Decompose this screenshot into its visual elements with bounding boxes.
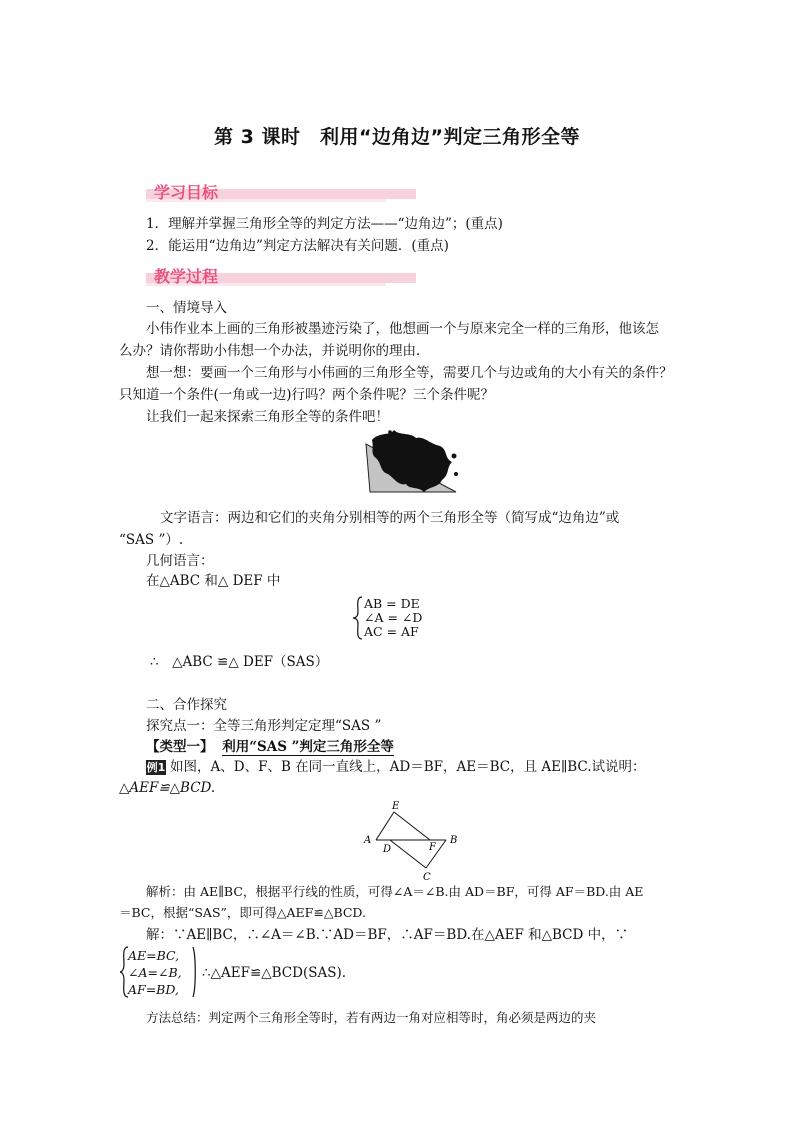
label-d: D xyxy=(383,844,392,855)
label-c: C xyxy=(423,872,431,882)
geometry-figure xyxy=(360,796,466,882)
label-b: B xyxy=(450,835,458,846)
page-title: 第 3 课时 利用“边角边”判定三角形全等 xyxy=(214,126,580,148)
geo-language-label: 几何语言： xyxy=(146,553,214,569)
solution-condition-1: AE=BC, xyxy=(128,948,180,963)
explore-heading: 二、合作探究 xyxy=(146,697,227,713)
solution-conclusion: ∴△AEF≌△BCD(SAS). xyxy=(202,965,347,981)
label-e: E xyxy=(392,801,400,812)
type-title-wrap xyxy=(222,737,394,757)
line-ef xyxy=(394,812,430,840)
type-title: 利用“SAS ”判定三角形全等 xyxy=(222,739,394,755)
type-heading xyxy=(146,737,394,757)
geo-in-text: 在△ABC 和△ DEF 中 xyxy=(146,573,281,589)
solution-condition-2: ∠A=∠B, xyxy=(128,965,182,980)
goals-banner xyxy=(146,180,426,208)
theorem-condition-2: ∠A = ∠D xyxy=(364,610,423,625)
left-brace-icon xyxy=(352,596,364,640)
analysis-line1: 解析：由 AE∥BC，根据平行线的性质，可得∠A＝∠B.由 AD＝BF，可得 AF＝BD.由 AE xyxy=(146,884,644,899)
intro-p2-line2: 只知道一个条件(一角或一边)行吗？两个条件呢？三个条件呢？ xyxy=(119,387,495,403)
method-summary: 方法总结：判定两个三角形全等时，若有两边一角对应相等时，角必须是两边的夹 xyxy=(146,1010,597,1025)
solution-condition-3: AF=BD, xyxy=(128,982,179,997)
process-banner-label: 教学过程 xyxy=(154,267,219,286)
solution-right-bracket-icon xyxy=(192,946,198,998)
example-badge: 例1 xyxy=(146,761,166,774)
theorem-condition-3: AC = AF xyxy=(364,624,419,639)
explore-point: 探究点一：全等三角形判定定理“SAS ” xyxy=(146,718,382,734)
solution-line1: 解：∵AE∥BC，∴∠A＝∠B.∵AD＝BF，∴AF＝BD.在△AEF 和△BCD 中，∵ xyxy=(146,927,629,943)
goals-banner-label: 学习目标 xyxy=(154,183,219,202)
intro-p1-line2: 么办？请你帮助小伟想一个办法，并说明你的理由． xyxy=(119,343,430,359)
goal-item-1: 1．理解并掌握三角形全等的判定方法——“边角边”；(重点) xyxy=(146,216,503,232)
label-a: A xyxy=(364,835,372,846)
line-dc xyxy=(390,840,426,868)
label-f: F xyxy=(429,842,436,853)
example-line1: 如图，A、D、F、B 在同一直线上，AD＝BF，AE＝BC，且 AE∥BC.试说明： xyxy=(170,759,646,775)
process-banner xyxy=(146,264,426,292)
analysis-line2: ＝BC，根据“SAS”，即可得△AEF≌△BCD. xyxy=(119,905,366,920)
goal-item-2: 2．能运用“边角边”判定方法解决有关问题．(重点) xyxy=(146,238,449,254)
intro-heading: 一、情境导入 xyxy=(146,300,227,316)
intro-p1-line1: 小伟作业本上画的三角形被墨迹污染了，他想画一个与原来完全一样的三角形，他该怎 xyxy=(146,321,659,337)
theorem-text-line1: 文字语言：两边和它们的夹角分别相等的两个三角形全等（简写成“边角边”或 xyxy=(160,510,620,526)
example-line2: △AEF≌△BCD. xyxy=(119,780,216,796)
type-label: 【类型一】 xyxy=(146,739,214,755)
intro-p3: 让我们一起来探索三角形全等的条件吧！ xyxy=(146,409,389,425)
theorem-conclusion: ∴ △ABC ≌△ DEF（SAS） xyxy=(150,654,329,670)
theorem-condition-1: AB = DE xyxy=(364,596,420,611)
theorem-text-line2: “SAS ”）. xyxy=(119,532,184,548)
ink-stained-triangle-figure xyxy=(360,428,460,496)
line-ae xyxy=(376,812,394,840)
intro-p2-line1: 想一想：要画一个三角形与小伟画的三角形全等，需要几个与边或角的大小有关的条件？ xyxy=(146,365,673,381)
